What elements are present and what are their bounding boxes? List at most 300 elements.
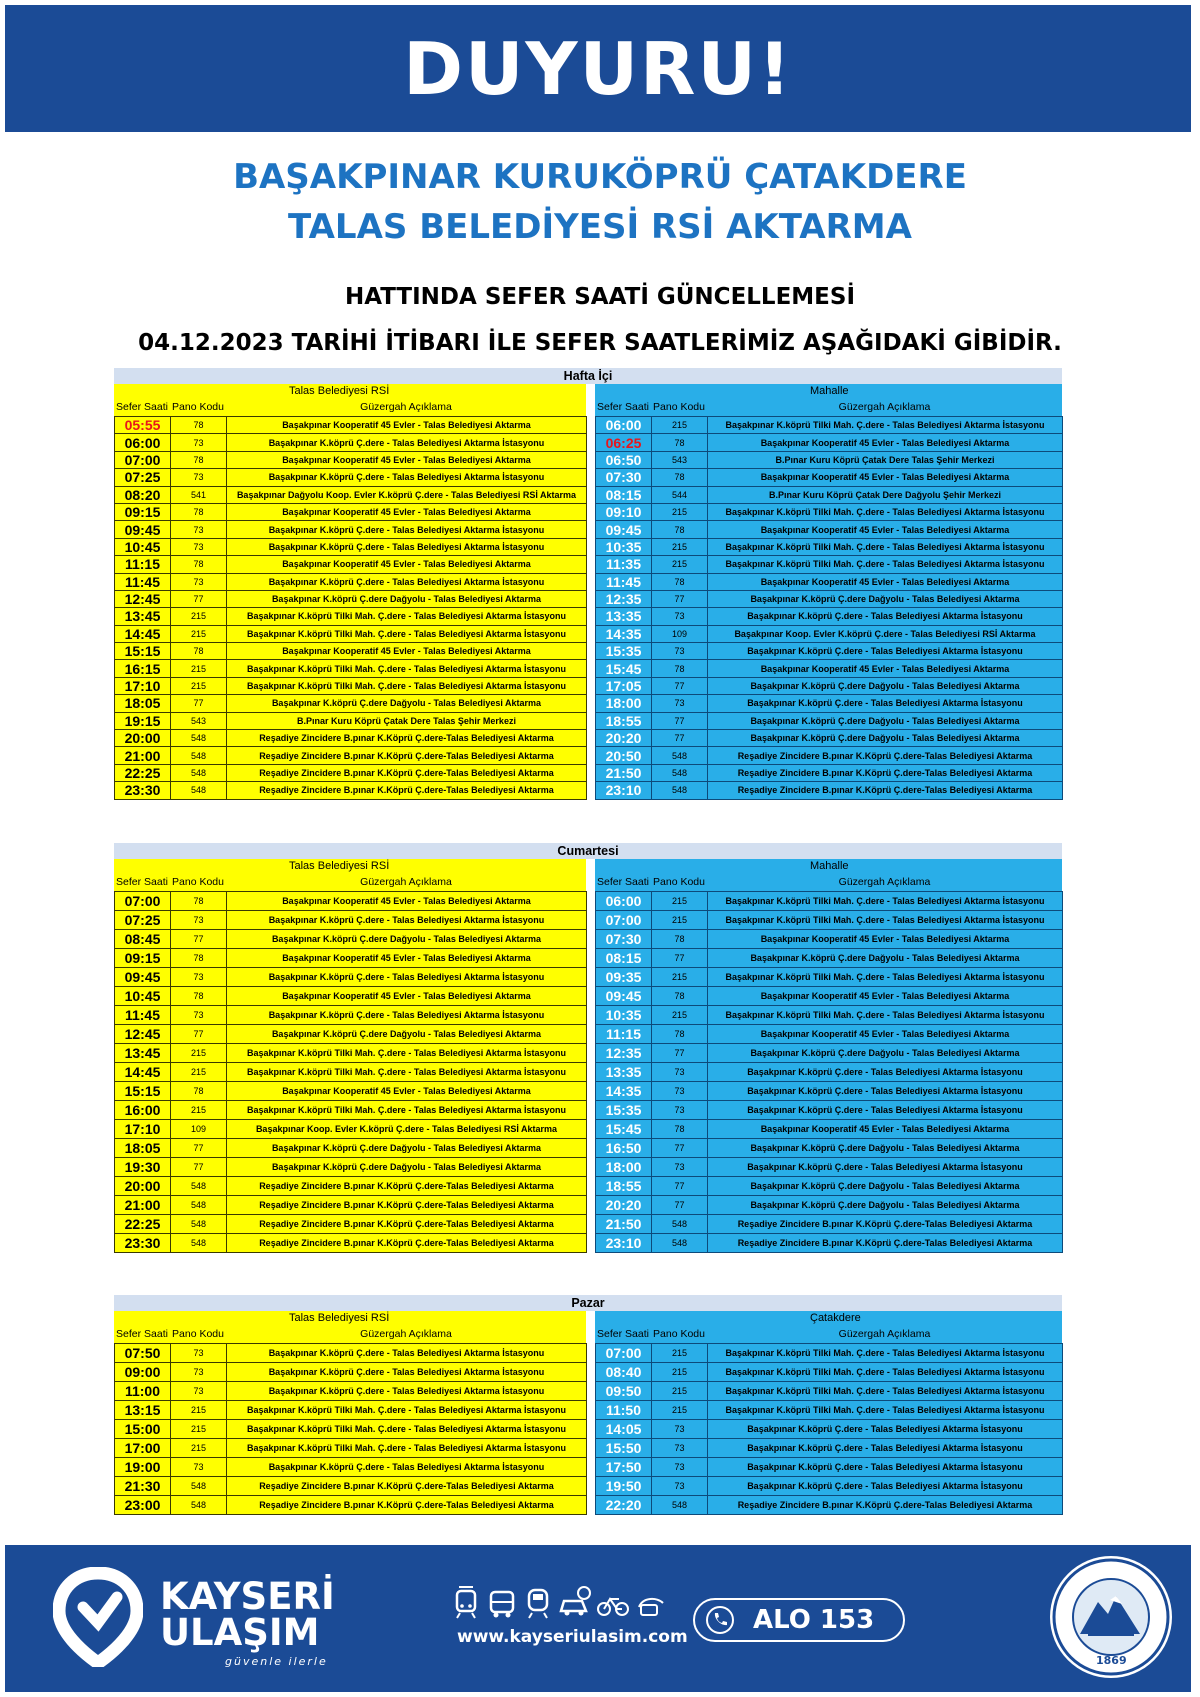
section-tables bbox=[114, 384, 1062, 800]
route-description: Reşadiye Zincidere B.pınar K.Köprü Ç.dere-Talas Belediyesi Aktarma bbox=[227, 1215, 587, 1234]
route-description: B.Pınar Kuru Köprü Çatak Dere Talas Şehir Merkezi bbox=[708, 451, 1063, 468]
departure-time: 09:45 bbox=[115, 521, 171, 538]
departure-time: 23:10 bbox=[596, 782, 652, 799]
route-code: 215 bbox=[652, 1363, 708, 1382]
route-description: Başakpınar K.köprü Tilki Mah. Ç.dere - Talas Belediyesi Aktarma İstasyonu bbox=[227, 1420, 587, 1439]
route-description: Başakpınar Kooperatif 45 Evler - Talas Belediyesi Aktarma bbox=[227, 417, 587, 434]
route-code: 78 bbox=[652, 1025, 708, 1044]
route-code: 77 bbox=[171, 1158, 227, 1177]
table-row bbox=[115, 1196, 587, 1215]
departure-time: 09:45 bbox=[596, 521, 652, 538]
table-row bbox=[115, 521, 587, 538]
route-description: Başakpınar K.köprü Tilki Mah. Ç.dere - Talas Belediyesi Aktarma İstasyonu bbox=[227, 608, 587, 625]
departure-time: 07:25 bbox=[115, 469, 171, 486]
brand-name-line2: ULAŞIM bbox=[160, 1611, 320, 1654]
route-description: Başakpınar K.köprü Tilki Mah. Ç.dere - Talas Belediyesi Aktarma İstasyonu bbox=[227, 660, 587, 677]
col-header-code: Pano Kodu bbox=[651, 399, 707, 416]
route-description: Başakpınar K.köprü Ç.dere - Talas Belediyesi Aktarma İstasyonu bbox=[708, 1458, 1063, 1477]
column-header-row bbox=[595, 1326, 1062, 1343]
route-code: 78 bbox=[652, 1120, 708, 1139]
route-code: 77 bbox=[171, 1139, 227, 1158]
departure-time: 07:00 bbox=[115, 451, 171, 468]
route-description: Başakpınar K.köprü Ç.dere Dağyolu - Talas Belediyesi Aktarma bbox=[227, 695, 587, 712]
table-row bbox=[115, 1025, 587, 1044]
route-code: 77 bbox=[652, 730, 708, 747]
table-row bbox=[115, 730, 587, 747]
taxi-icon bbox=[558, 1585, 592, 1619]
table-row bbox=[115, 892, 587, 911]
col-header-route: Güzergah Açıklama bbox=[226, 399, 586, 416]
left-direction-title-bar bbox=[114, 384, 586, 399]
departure-time: 18:55 bbox=[596, 712, 652, 729]
departure-time: 17:10 bbox=[115, 1120, 171, 1139]
table-row bbox=[596, 1196, 1063, 1215]
table-row bbox=[115, 1006, 587, 1025]
route-code: 215 bbox=[171, 660, 227, 677]
table-row bbox=[596, 556, 1063, 573]
route-description: Başakpınar K.köprü Tilki Mah. Ç.dere - Talas Belediyesi Aktarma İstasyonu bbox=[708, 1344, 1063, 1363]
column-header-row bbox=[595, 399, 1062, 416]
table-row bbox=[115, 434, 587, 451]
departure-time: 23:30 bbox=[115, 782, 171, 799]
departure-time: 22:25 bbox=[115, 764, 171, 781]
route-description: Başakpınar K.köprü Ç.dere Dağyolu - Talas Belediyesi Aktarma bbox=[227, 1158, 587, 1177]
route-code: 109 bbox=[171, 1120, 227, 1139]
departure-time: 13:45 bbox=[115, 1044, 171, 1063]
route-code: 77 bbox=[652, 1177, 708, 1196]
route-description: Başakpınar K.köprü Ç.dere - Talas Belediyesi Aktarma İstasyonu bbox=[708, 643, 1063, 660]
departure-time: 19:50 bbox=[596, 1477, 652, 1496]
departure-time: 14:45 bbox=[115, 625, 171, 642]
route-description: Başakpınar K.köprü Ç.dere Dağyolu - Talas Belediyesi Aktarma bbox=[708, 730, 1063, 747]
route-code: 215 bbox=[652, 1344, 708, 1363]
table-row bbox=[115, 1158, 587, 1177]
route-code: 215 bbox=[171, 625, 227, 642]
right-direction-title: Mahalle bbox=[810, 860, 849, 872]
route-code: 73 bbox=[171, 1458, 227, 1477]
table-row bbox=[596, 712, 1063, 729]
table-row bbox=[596, 590, 1063, 607]
departure-time: 09:45 bbox=[596, 987, 652, 1006]
route-description: Başakpınar K.köprü Ç.dere - Talas Belediyesi Aktarma İstasyonu bbox=[227, 573, 587, 590]
route-code: 215 bbox=[171, 677, 227, 694]
table-row bbox=[115, 677, 587, 694]
route-description: Başakpınar Kooperatif 45 Evler - Talas Belediyesi Aktarma bbox=[708, 987, 1063, 1006]
departure-time: 14:35 bbox=[596, 625, 652, 642]
metro-icon bbox=[525, 1587, 551, 1619]
right-schedule-table bbox=[595, 1343, 1063, 1515]
route-code: 548 bbox=[652, 1496, 708, 1515]
departure-time: 11:00 bbox=[115, 1382, 171, 1401]
departure-time: 21:50 bbox=[596, 1215, 652, 1234]
left-direction-title: Talas Belediyesi RSİ bbox=[289, 860, 390, 872]
table-row bbox=[596, 1082, 1063, 1101]
col-header-code: Pano Kodu bbox=[170, 874, 226, 891]
section-title: Hafta İçi bbox=[114, 368, 1062, 384]
departure-time: 11:45 bbox=[115, 1006, 171, 1025]
route-code: 78 bbox=[652, 469, 708, 486]
table-row bbox=[115, 573, 587, 590]
departure-time: 20:00 bbox=[115, 1177, 171, 1196]
table-row bbox=[596, 1120, 1063, 1139]
right-schedule bbox=[595, 859, 1062, 1253]
route-description: Başakpınar K.köprü Tilki Mah. Ç.dere - Talas Belediyesi Aktarma İstasyonu bbox=[227, 1063, 587, 1082]
route-description: Başakpınar K.köprü Tilki Mah. Ç.dere - Talas Belediyesi Aktarma İstasyonu bbox=[227, 625, 587, 642]
col-header-time: Sefer Saati bbox=[114, 1326, 170, 1343]
route-code: 73 bbox=[171, 521, 227, 538]
table-row bbox=[115, 486, 587, 503]
route-code: 78 bbox=[171, 949, 227, 968]
route-code: 78 bbox=[652, 434, 708, 451]
route-description: Başakpınar K.köprü Ç.dere Dağyolu - Talas Belediyesi Aktarma bbox=[708, 1177, 1063, 1196]
table-row bbox=[115, 911, 587, 930]
table-row bbox=[115, 1477, 587, 1496]
route-description: Başakpınar K.köprü Tilki Mah. Ç.dere - Talas Belediyesi Aktarma İstasyonu bbox=[708, 892, 1063, 911]
route-description: Başakpınar Kooperatif 45 Evler - Talas Belediyesi Aktarma bbox=[708, 573, 1063, 590]
table-row bbox=[596, 1401, 1063, 1420]
route-description: Başakpınar Kooperatif 45 Evler - Talas Belediyesi Aktarma bbox=[708, 930, 1063, 949]
table-row bbox=[115, 538, 587, 555]
left-direction-title-bar bbox=[114, 859, 586, 874]
route-description: Başakpınar Kooperatif 45 Evler - Talas Belediyesi Aktarma bbox=[708, 521, 1063, 538]
departure-time: 12:35 bbox=[596, 1044, 652, 1063]
departure-time: 22:20 bbox=[596, 1496, 652, 1515]
col-header-time: Sefer Saati bbox=[595, 1326, 651, 1343]
update-subtitle: HATTINDA SEFER SAATİ GÜNCELLEMESİ bbox=[344, 284, 856, 310]
route-code: 73 bbox=[652, 1082, 708, 1101]
col-header-time: Sefer Saati bbox=[595, 399, 651, 416]
table-row bbox=[115, 1120, 587, 1139]
departure-time: 18:05 bbox=[115, 1139, 171, 1158]
departure-time: 18:00 bbox=[596, 695, 652, 712]
departure-time: 15:00 bbox=[115, 1420, 171, 1439]
table-row bbox=[115, 1215, 587, 1234]
table-row bbox=[115, 747, 587, 764]
route-description: Başakpınar K.köprü Tilki Mah. Ç.dere - Talas Belediyesi Aktarma İstasyonu bbox=[708, 503, 1063, 520]
departure-time: 15:50 bbox=[596, 1439, 652, 1458]
route-code: 77 bbox=[171, 930, 227, 949]
bus-icon bbox=[488, 1589, 516, 1619]
route-description: Başakpınar K.köprü Ç.dere Dağyolu - Talas Belediyesi Aktarma bbox=[708, 677, 1063, 694]
route-code: 77 bbox=[652, 1044, 708, 1063]
route-code: 215 bbox=[652, 1382, 708, 1401]
route-code: 77 bbox=[652, 949, 708, 968]
route-title-line2: TALAS BELEDİYESİ RSİ AKTARMA bbox=[288, 207, 912, 247]
table-row bbox=[596, 1496, 1063, 1515]
departure-time: 06:00 bbox=[115, 434, 171, 451]
route-description: Başakpınar K.köprü Ç.dere - Talas Belediyesi Aktarma İstasyonu bbox=[708, 695, 1063, 712]
right-schedule bbox=[595, 384, 1062, 800]
route-code: 78 bbox=[652, 660, 708, 677]
col-header-time: Sefer Saati bbox=[595, 874, 651, 891]
table-row bbox=[115, 660, 587, 677]
route-description: Reşadiye Zincidere B.pınar K.Köprü Ç.dere-Talas Belediyesi Aktarma bbox=[227, 1196, 587, 1215]
route-description: Reşadiye Zincidere B.pınar K.Köprü Ç.dere-Talas Belediyesi Aktarma bbox=[227, 782, 587, 799]
table-row bbox=[115, 590, 587, 607]
table-row bbox=[596, 625, 1063, 642]
departure-time: 17:50 bbox=[596, 1458, 652, 1477]
table-row bbox=[596, 521, 1063, 538]
route-description: Başakpınar K.köprü Tilki Mah. Ç.dere - Talas Belediyesi Aktarma İstasyonu bbox=[708, 1401, 1063, 1420]
route-code: 73 bbox=[652, 695, 708, 712]
table-row bbox=[115, 930, 587, 949]
route-description: Başakpınar K.köprü Ç.dere - Talas Belediyesi Aktarma İstasyonu bbox=[227, 538, 587, 555]
route-description: Başakpınar K.köprü Ç.dere - Talas Belediyesi Aktarma İstasyonu bbox=[708, 1101, 1063, 1120]
departure-time: 17:05 bbox=[596, 677, 652, 694]
right-direction-title-bar bbox=[595, 384, 1062, 399]
brand-name-line1: KAYSERİ bbox=[160, 1575, 335, 1618]
route-code: 77 bbox=[652, 677, 708, 694]
route-code: 77 bbox=[652, 1139, 708, 1158]
route-code: 215 bbox=[171, 1401, 227, 1420]
left-direction-title: Talas Belediyesi RSİ bbox=[289, 1312, 390, 1324]
route-description: Başakpınar K.köprü Ç.dere - Talas Belediyesi Aktarma İstasyonu bbox=[708, 1082, 1063, 1101]
section-title: Pazar bbox=[114, 1295, 1062, 1311]
route-code: 215 bbox=[171, 1420, 227, 1439]
table-row bbox=[115, 1139, 587, 1158]
table-row bbox=[115, 608, 587, 625]
route-code: 73 bbox=[171, 1382, 227, 1401]
departure-time: 23:00 bbox=[115, 1496, 171, 1515]
col-header-route: Güzergah Açıklama bbox=[707, 399, 1062, 416]
municipality-seal bbox=[1050, 1556, 1172, 1678]
route-description: Başakpınar K.köprü Ç.dere Dağyolu - Talas Belediyesi Aktarma bbox=[708, 1044, 1063, 1063]
table-row bbox=[115, 1082, 587, 1101]
route-code: 78 bbox=[171, 987, 227, 1006]
route-code: 73 bbox=[652, 1063, 708, 1082]
route-description: Başakpınar Kooperatif 45 Evler - Talas Belediyesi Aktarma bbox=[227, 643, 587, 660]
col-header-route: Güzergah Açıklama bbox=[707, 1326, 1062, 1343]
departure-time: 07:30 bbox=[596, 930, 652, 949]
route-description: Başakpınar Kooperatif 45 Evler - Talas Belediyesi Aktarma bbox=[708, 1120, 1063, 1139]
route-code: 548 bbox=[652, 747, 708, 764]
route-code: 548 bbox=[171, 1215, 227, 1234]
table-row bbox=[115, 1420, 587, 1439]
route-code: 215 bbox=[652, 538, 708, 555]
route-code: 548 bbox=[171, 747, 227, 764]
route-description: Reşadiye Zincidere B.pınar K.Köprü Ç.dere-Talas Belediyesi Aktarma bbox=[708, 747, 1063, 764]
table-row bbox=[596, 1344, 1063, 1363]
route-description: Başakpınar K.köprü Ç.dere Dağyolu - Talas Belediyesi Aktarma bbox=[708, 949, 1063, 968]
departure-time: 13:35 bbox=[596, 1063, 652, 1082]
departure-time: 07:30 bbox=[596, 469, 652, 486]
route-description: Başakpınar K.köprü Ç.dere - Talas Belediyesi Aktarma İstasyonu bbox=[708, 608, 1063, 625]
route-description: Başakpınar K.köprü Tilki Mah. Ç.dere - Talas Belediyesi Aktarma İstasyonu bbox=[227, 1101, 587, 1120]
departure-time: 10:45 bbox=[115, 987, 171, 1006]
departure-time: 18:55 bbox=[596, 1177, 652, 1196]
departure-time: 07:00 bbox=[596, 911, 652, 930]
route-code: 73 bbox=[652, 643, 708, 660]
departure-time: 15:35 bbox=[596, 1101, 652, 1120]
phone-icon bbox=[705, 1605, 735, 1635]
departure-time: 09:45 bbox=[115, 968, 171, 987]
route-description: Başakpınar Koop. Evler K.köprü Ç.dere - Talas Belediyesi RSİ Aktarma bbox=[708, 625, 1063, 642]
route-description: Başakpınar K.köprü Tilki Mah. Ç.dere - Talas Belediyesi Aktarma İstasyonu bbox=[708, 1363, 1063, 1382]
table-row bbox=[115, 1382, 587, 1401]
route-code: 78 bbox=[652, 930, 708, 949]
table-row bbox=[596, 1234, 1063, 1253]
table-row bbox=[115, 1344, 587, 1363]
table-row bbox=[596, 911, 1063, 930]
left-direction-title-bar bbox=[114, 1311, 586, 1326]
table-row bbox=[115, 1234, 587, 1253]
route-code: 78 bbox=[171, 451, 227, 468]
column-header-row bbox=[114, 874, 586, 891]
route-description: Başakpınar K.köprü Tilki Mah. Ç.dere - Talas Belediyesi Aktarma İstasyonu bbox=[708, 556, 1063, 573]
route-description: Başakpınar K.köprü Ç.dere - Talas Belediyesi Aktarma İstasyonu bbox=[227, 434, 587, 451]
section-sunday bbox=[114, 1295, 1062, 1515]
departure-time: 09:10 bbox=[596, 503, 652, 520]
route-description: Reşadiye Zincidere B.pınar K.Köprü Ç.dere-Talas Belediyesi Aktarma bbox=[227, 1477, 587, 1496]
website-link[interactable]: www.kayseriulasim.com bbox=[457, 1627, 688, 1647]
route-code: 77 bbox=[171, 695, 227, 712]
table-row bbox=[596, 1439, 1063, 1458]
route-code: 73 bbox=[171, 911, 227, 930]
table-row bbox=[115, 764, 587, 781]
route-code: 548 bbox=[171, 730, 227, 747]
route-description: Başakpınar K.köprü Ç.dere - Talas Belediyesi Aktarma İstasyonu bbox=[227, 1006, 587, 1025]
route-code: 73 bbox=[171, 573, 227, 590]
departure-time: 18:05 bbox=[115, 695, 171, 712]
section-weekday bbox=[114, 368, 1062, 800]
table-row bbox=[596, 1215, 1063, 1234]
route-code: 215 bbox=[171, 1063, 227, 1082]
table-row bbox=[115, 469, 587, 486]
route-code: 78 bbox=[171, 556, 227, 573]
route-description: Başakpınar K.köprü Ç.dere - Talas Belediyesi Aktarma İstasyonu bbox=[227, 1458, 587, 1477]
tram-icon bbox=[453, 1585, 479, 1619]
table-row bbox=[596, 1139, 1063, 1158]
route-description: Başakpınar K.köprü Ç.dere - Talas Belediyesi Aktarma İstasyonu bbox=[227, 1344, 587, 1363]
departure-time: 10:45 bbox=[115, 538, 171, 555]
route-description: Reşadiye Zincidere B.pınar K.Köprü Ç.dere-Talas Belediyesi Aktarma bbox=[227, 1496, 587, 1515]
table-row bbox=[596, 1382, 1063, 1401]
route-code: 215 bbox=[652, 968, 708, 987]
route-description: Reşadiye Zincidere B.pınar K.Köprü Ç.dere-Talas Belediyesi Aktarma bbox=[227, 764, 587, 781]
route-code: 77 bbox=[171, 1025, 227, 1044]
route-code: 73 bbox=[171, 538, 227, 555]
departure-time: 21:00 bbox=[115, 747, 171, 764]
route-code: 215 bbox=[652, 1401, 708, 1420]
departure-time: 12:35 bbox=[596, 590, 652, 607]
phone-hotline-badge[interactable] bbox=[693, 1598, 905, 1642]
route-description: B.Pınar Kuru Köprü Çatak Dere Dağyolu Şehir Merkezi bbox=[708, 486, 1063, 503]
table-row bbox=[596, 660, 1063, 677]
route-code: 544 bbox=[652, 486, 708, 503]
departure-time: 20:00 bbox=[115, 730, 171, 747]
table-row bbox=[115, 1044, 587, 1063]
route-code: 73 bbox=[652, 1439, 708, 1458]
route-description: Başakpınar K.köprü Tilki Mah. Ç.dere - Talas Belediyesi Aktarma İstasyonu bbox=[227, 677, 587, 694]
route-code: 78 bbox=[171, 643, 227, 660]
route-description: Reşadiye Zincidere B.pınar K.Köprü Ç.dere-Talas Belediyesi Aktarma bbox=[708, 782, 1063, 799]
route-description: Başakpınar K.köprü Ç.dere - Talas Belediyesi Aktarma İstasyonu bbox=[708, 1477, 1063, 1496]
departure-time: 09:50 bbox=[596, 1382, 652, 1401]
route-description: Başakpınar K.köprü Ç.dere Dağyolu - Talas Belediyesi Aktarma bbox=[708, 590, 1063, 607]
departure-time: 08:45 bbox=[115, 930, 171, 949]
left-schedule-table bbox=[114, 416, 587, 800]
route-code: 215 bbox=[652, 417, 708, 434]
route-code: 73 bbox=[171, 1363, 227, 1382]
table-row bbox=[596, 1101, 1063, 1120]
route-code: 215 bbox=[171, 1044, 227, 1063]
departure-time: 13:45 bbox=[115, 608, 171, 625]
departure-time: 07:00 bbox=[115, 892, 171, 911]
left-schedule-table bbox=[114, 1343, 587, 1515]
section-tables bbox=[114, 1311, 1062, 1515]
route-description: Başakpınar K.köprü Ç.dere - Talas Belediyesi Aktarma İstasyonu bbox=[708, 1063, 1063, 1082]
route-description: Reşadiye Zincidere B.pınar K.Köprü Ç.dere-Talas Belediyesi Aktarma bbox=[227, 1177, 587, 1196]
right-direction-title-bar bbox=[595, 859, 1062, 874]
route-code: 548 bbox=[652, 782, 708, 799]
route-description: Başakpınar K.köprü Ç.dere - Talas Belediyesi Aktarma İstasyonu bbox=[227, 521, 587, 538]
departure-time: 14:45 bbox=[115, 1063, 171, 1082]
right-schedule-table bbox=[595, 891, 1063, 1253]
route-description: Başakpınar Kooperatif 45 Evler - Talas Belediyesi Aktarma bbox=[227, 556, 587, 573]
route-code: 73 bbox=[652, 1420, 708, 1439]
route-code: 215 bbox=[171, 1439, 227, 1458]
route-code: 73 bbox=[171, 968, 227, 987]
route-code: 548 bbox=[171, 1477, 227, 1496]
departure-time: 08:15 bbox=[596, 486, 652, 503]
table-row bbox=[115, 1458, 587, 1477]
table-row bbox=[115, 556, 587, 573]
route-code: 543 bbox=[652, 451, 708, 468]
route-description: Başakpınar K.köprü Tilki Mah. Ç.dere - Talas Belediyesi Aktarma İstasyonu bbox=[708, 1382, 1063, 1401]
footer-banner bbox=[5, 1545, 1191, 1692]
route-code: 215 bbox=[652, 892, 708, 911]
table-row bbox=[115, 968, 587, 987]
table-row bbox=[596, 695, 1063, 712]
announcement-banner bbox=[5, 5, 1191, 132]
departure-time: 16:50 bbox=[596, 1139, 652, 1158]
route-description: Başakpınar K.köprü Ç.dere - Talas Belediyesi Aktarma İstasyonu bbox=[227, 469, 587, 486]
table-row bbox=[115, 1363, 587, 1382]
col-header-code: Pano Kodu bbox=[170, 399, 226, 416]
route-description: Başakpınar Kooperatif 45 Evler - Talas Belediyesi Aktarma bbox=[227, 1082, 587, 1101]
route-code: 215 bbox=[652, 911, 708, 930]
table-row bbox=[596, 1063, 1063, 1082]
table-row bbox=[596, 469, 1063, 486]
route-code: 73 bbox=[652, 608, 708, 625]
route-code: 73 bbox=[652, 1158, 708, 1177]
route-description: Başakpınar Kooperatif 45 Evler - Talas Belediyesi Aktarma bbox=[227, 892, 587, 911]
table-row bbox=[115, 417, 587, 434]
table-row bbox=[596, 747, 1063, 764]
route-code: 73 bbox=[652, 1458, 708, 1477]
route-code: 78 bbox=[171, 417, 227, 434]
route-description: Başakpınar K.köprü Ç.dere Dağyolu - Talas Belediyesi Aktarma bbox=[708, 1139, 1063, 1158]
departure-time: 07:50 bbox=[115, 1344, 171, 1363]
table-row bbox=[596, 764, 1063, 781]
departure-time: 10:35 bbox=[596, 1006, 652, 1025]
table-row bbox=[596, 538, 1063, 555]
departure-time: 11:50 bbox=[596, 1401, 652, 1420]
announcement-title: DUYURU! bbox=[403, 26, 793, 111]
departure-time: 14:35 bbox=[596, 1082, 652, 1101]
table-row bbox=[596, 486, 1063, 503]
route-code: 78 bbox=[171, 503, 227, 520]
section-title: Cumartesi bbox=[114, 843, 1062, 859]
table-row bbox=[596, 930, 1063, 949]
route-description: Başakpınar K.köprü Ç.dere Dağyolu - Talas Belediyesi Aktarma bbox=[227, 1025, 587, 1044]
table-row bbox=[596, 782, 1063, 799]
route-description: Başakpınar K.köprü Tilki Mah. Ç.dere - Talas Belediyesi Aktarma İstasyonu bbox=[227, 1439, 587, 1458]
column-header-row bbox=[114, 1326, 586, 1343]
col-header-route: Güzergah Açıklama bbox=[226, 1326, 586, 1343]
table-row bbox=[596, 1420, 1063, 1439]
departure-time: 06:00 bbox=[596, 892, 652, 911]
